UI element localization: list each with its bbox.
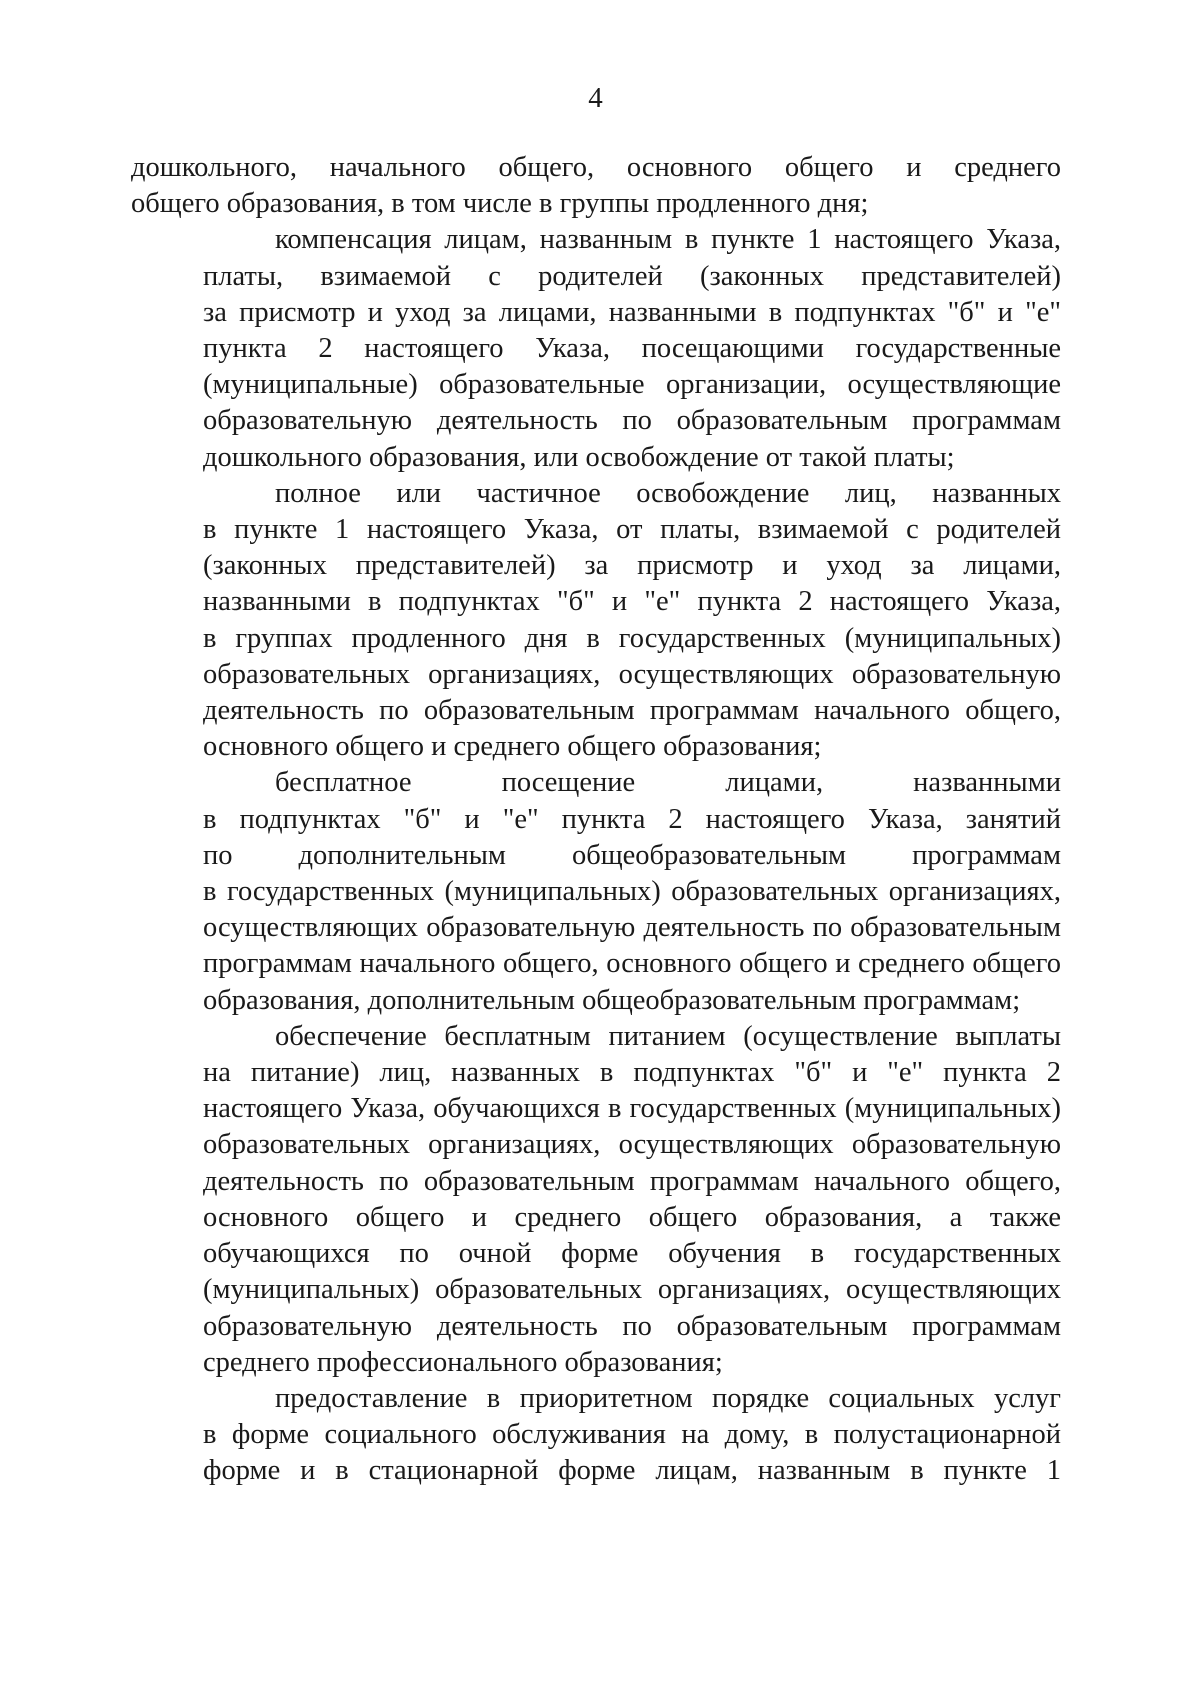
text-line: (законных представителей) за присмотр и уход за лицами, — [203, 550, 1061, 582]
text-line: компенсация лицам, названным в пункте 1 настоящего Указа, — [275, 224, 1061, 256]
text-line: образовательную деятельность по образовательным программам — [203, 405, 1061, 437]
text-line: среднего профессионального образования; — [203, 1346, 723, 1378]
text-line: на питание) лиц, названных в подпунктах "б" и "е" пункта 2 — [203, 1057, 1061, 1089]
paragraph — [131, 476, 1061, 766]
text-line: в пункте 1 настоящего Указа, от платы, взимаемой с родителей — [203, 514, 1061, 546]
text-line: полное или частичное освобождение лиц, названных — [275, 477, 1061, 509]
text-line: пункта 2 настоящего Указа, посещающими государственные — [203, 333, 1061, 365]
text-line: программам начального общего, основного общего и среднего общего — [203, 948, 1061, 980]
text-line: общего образования, в том числе в группы продленного дня; — [131, 188, 869, 220]
paragraph — [131, 222, 1061, 475]
paragraph — [131, 765, 1061, 1018]
text-line: обеспечение бесплатным питанием (осуществление выплаты — [275, 1020, 1061, 1052]
text-line: в подпунктах "б" и "е" пункта 2 настоящего Указа, занятий — [203, 803, 1061, 835]
text-line: названными в подпунктах "б" и "е" пункта 2 настоящего Указа, — [203, 586, 1061, 618]
text-line: основного общего и среднего общего образования, а также — [203, 1201, 1061, 1233]
text-line: настоящего Указа, обучающихся в государственных (муниципальных) — [203, 1093, 1061, 1125]
text-line: обучающихся по очной форме обучения в государственных — [203, 1238, 1061, 1270]
text-line: по дополнительным общеобразовательным программам — [203, 839, 1061, 871]
text-line: бесплатное посещение лицами, названными — [275, 767, 1061, 799]
text-line: дошкольного образования, или освобождение от такой платы; — [203, 441, 955, 473]
text-line: осуществляющих образовательную деятельность по образовательным — [203, 912, 1061, 944]
text-line: предоставление в приоритетном порядке социальных услуг — [275, 1382, 1061, 1414]
text-line: в форме социального обслуживания на дому, в полустационарной — [203, 1419, 1061, 1451]
page-number: 4 — [588, 82, 603, 114]
text-line: деятельность по образовательным программам начального общего, — [203, 1165, 1061, 1197]
text-line: образовательных организациях, осуществляющих образовательную — [203, 1129, 1061, 1161]
text-line: платы, взимаемой с родителей (законных представителей) — [203, 260, 1061, 292]
paragraph — [131, 150, 1061, 222]
document-body — [131, 150, 1061, 1490]
text-line: дошкольного, начального общего, основного общего и среднего — [131, 152, 1061, 183]
text-line: образовательную деятельность по образовательным программам — [203, 1310, 1061, 1342]
text-line: (муниципальные) образовательные организации, осуществляющие — [203, 369, 1061, 401]
text-line: деятельность по образовательным программам начального общего, — [203, 695, 1061, 727]
text-line: за присмотр и уход за лицами, названными в подпунктах "б" и "е" — [203, 296, 1061, 328]
paragraph — [131, 1381, 1061, 1490]
text-line: (муниципальных) образовательных организациях, осуществляющих — [203, 1274, 1061, 1306]
paragraph — [131, 1019, 1061, 1381]
text-line: образования, дополнительным общеобразовательным программам; — [203, 984, 1021, 1016]
text-line: в государственных (муниципальных) образовательных организациях, — [203, 876, 1061, 908]
text-line: образовательных организациях, осуществляющих образовательную — [203, 658, 1061, 690]
text-line: основного общего и среднего общего образования; — [203, 731, 822, 763]
text-line: в группах продленного дня в государственных (муниципальных) — [203, 622, 1061, 654]
text-line: форме и в стационарной форме лицам, названным в пункте 1 — [203, 1455, 1061, 1487]
